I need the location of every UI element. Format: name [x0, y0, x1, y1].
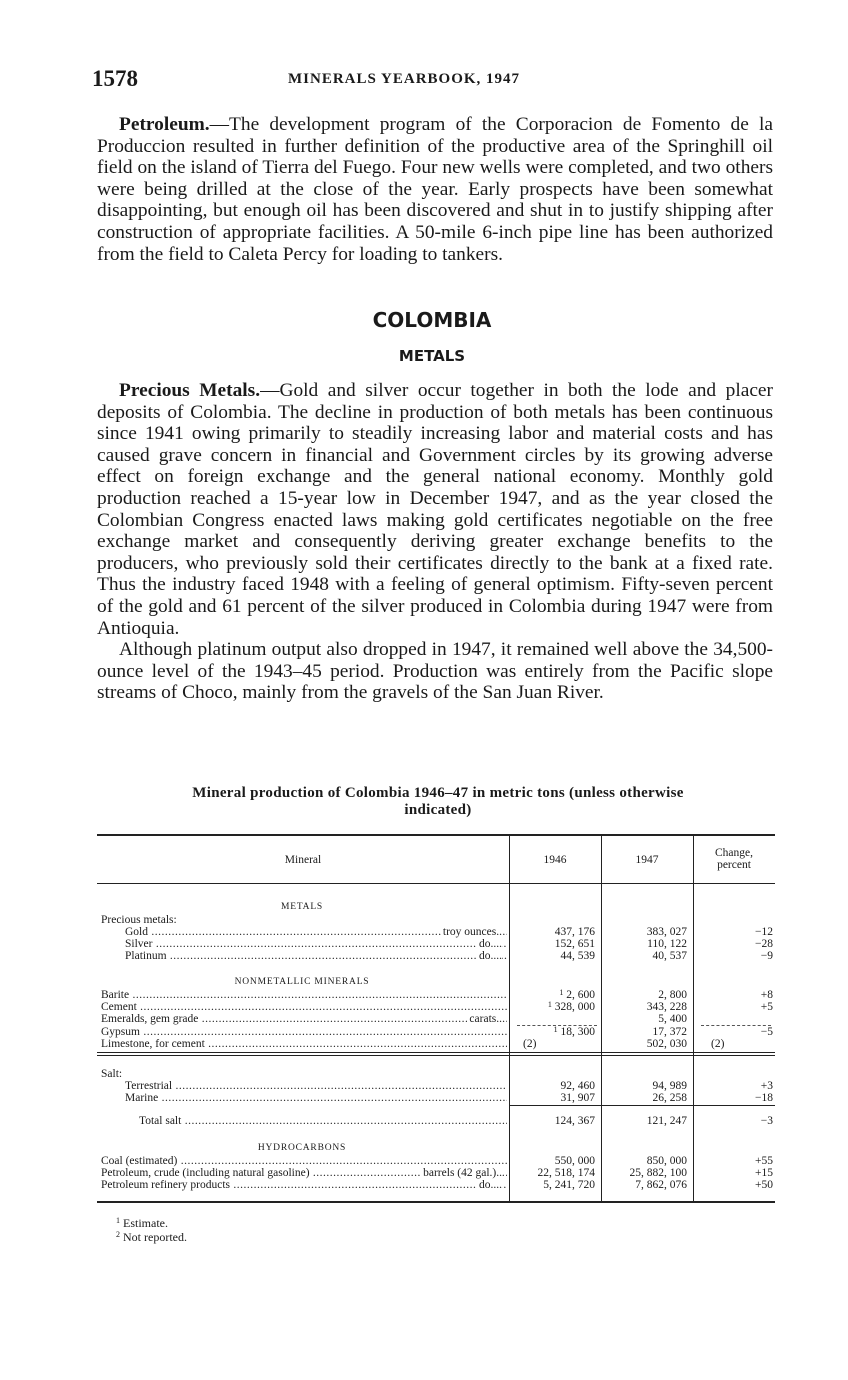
cell-1946: 437, 176	[554, 926, 595, 938]
cell-change: −18	[755, 1092, 773, 1104]
header-change-line1: Change,	[714, 847, 753, 859]
footnote-ref: 1	[559, 988, 564, 997]
cell-change: +5	[760, 1001, 773, 1013]
cell-1947: 40, 537	[652, 950, 687, 962]
table-caption-line1: Mineral production of Colombia 1946–47 in metric tons (unless otherwise	[192, 785, 684, 801]
header-change	[693, 847, 775, 871]
cell-1946: 22, 518, 174	[537, 1167, 595, 1179]
cell-1947: 850, 000	[646, 1155, 687, 1167]
cell-1947: 94, 989	[652, 1080, 687, 1092]
cell-change: +3	[760, 1080, 773, 1092]
cell-1947: 25, 882, 100	[629, 1167, 687, 1179]
header-change-line2: percent	[717, 859, 751, 871]
petroleum-text: —The development program of the Corporacion de Fomento de la Produccion resulted in further definition of the productive area of the Springhill oil field on the island of Tierra del Fuego. Four new wells were completed, and two others were being drilled at the close of the year. Early prospects have been somewhat disappointing, but enough oil has been discovered and shut in to justify shipping after construction of appropriate facilities. A 50-mile 6-inch pipe line has been authorized from the field to Caleta Percy for loading to tankers.	[97, 114, 773, 265]
petroleum-paragraph	[97, 114, 773, 265]
cell-1946: 152, 651	[554, 938, 595, 950]
table-row	[97, 1068, 775, 1080]
cell-change: (2)	[711, 1038, 725, 1050]
table-row	[97, 914, 775, 926]
row-label: Petroleum refinery products .....	[101, 1179, 507, 1191]
section-metals: METALS	[280, 902, 324, 912]
row-label: Limestone, for cement .....	[101, 1038, 507, 1050]
cell-1946	[513, 1026, 595, 1038]
row-label: Total salt .....	[139, 1115, 507, 1127]
row-label: Terrestrial .....	[125, 1080, 507, 1092]
table-row	[97, 1013, 775, 1025]
row-label: Cement .....	[101, 1001, 507, 1013]
cell-1946-value: 2, 600	[566, 989, 595, 1001]
row-label: Precious metals:	[101, 914, 177, 926]
footnote-mark: 2	[116, 1230, 120, 1239]
precious-metals-paragraphs	[97, 380, 773, 704]
cell-1946-value: 328, 000	[554, 1001, 595, 1013]
footnote-text: Not reported.	[123, 1230, 187, 1244]
footnote	[116, 1217, 168, 1230]
cell-1946-value: 18, 300	[560, 1026, 595, 1038]
footnote	[116, 1231, 187, 1244]
cell-1946: 92, 460	[560, 1080, 595, 1092]
row-unit: do....	[479, 938, 502, 950]
footnote-ref: 1	[547, 1000, 552, 1009]
section-hydrocarbons: HYDROCARBONS	[257, 1143, 347, 1153]
row-unit: barrels (42 gal.)..	[423, 1167, 502, 1179]
table-rule	[97, 1052, 775, 1053]
cell-change: −28	[755, 938, 773, 950]
table-row	[97, 1155, 775, 1167]
row-unit: carats..	[469, 1013, 502, 1025]
cell-1946: 44, 539	[560, 950, 595, 962]
cell-1947: 383, 027	[646, 926, 687, 938]
table-row	[97, 926, 775, 938]
petroleum-lead: Petroleum.	[119, 114, 210, 135]
table-row	[97, 1026, 775, 1038]
row-label: Petroleum, crude (including natural gasoline) .....	[101, 1167, 507, 1179]
cell-1947: 502, 030	[646, 1038, 687, 1050]
row-label: Marine .....	[125, 1092, 507, 1104]
table-row	[97, 1167, 775, 1179]
header-mineral: Mineral	[284, 854, 322, 866]
table-row	[97, 938, 775, 950]
table-header-rule	[97, 883, 775, 884]
table-top-rule	[97, 834, 775, 836]
footnote-mark: 1	[116, 1216, 120, 1225]
cell-change: −5	[760, 1026, 773, 1038]
precious-metals-lead: Precious Metals.	[119, 380, 261, 401]
cell-1947: 7, 862, 076	[635, 1179, 687, 1191]
row-label: Platinum .....	[125, 950, 507, 962]
cell-1947: 5, 400	[658, 1013, 687, 1025]
section-nonmetallic: NONMETALLIC MINERALS	[234, 977, 370, 987]
table-rule	[97, 1055, 775, 1056]
cell-1946	[513, 989, 595, 1001]
table-rule	[509, 1105, 775, 1106]
cell-1947: 343, 228	[646, 1001, 687, 1013]
row-label: Gold .....	[125, 926, 507, 938]
table-row	[97, 1080, 775, 1092]
cell-1946	[513, 1001, 595, 1013]
table-caption-line2: indicated)	[404, 802, 472, 818]
row-label: Silver .....	[125, 938, 507, 950]
footnote-text: Estimate.	[123, 1216, 168, 1230]
row-label: Salt:	[101, 1068, 123, 1080]
cell-change: +50	[755, 1179, 773, 1191]
table-row	[97, 1038, 775, 1050]
cell-change: −3	[760, 1115, 773, 1127]
cell-1947: 2, 800	[658, 989, 687, 1001]
precious-metals-text: —Gold and silver occur together in both the lode and placer deposits of Colombia. The decline in production of both metals has been continuous since 1941 owing primarily to steadily increasing labor and material costs and has caused grave concern in financial and Government circles by its growing adverse effect on foreign exchange and the general national economy. Monthly gold production reached a 15-year low in December 1947, and as the year closed the Colombian Congress enacted laws making gold certificates negotiable on the free exchange market and consequently deriving greater exchange benefits to the producers, who previously sold their certificates directly to the bank at a fixed rate. Thus the industry faced 1948 with a feeling of general optimism. Fifty-seven percent of the gold and 61 percent of the silver produced in Colombia during 1947 were from Antioquia.	[97, 380, 773, 639]
page-number: 1578	[92, 66, 138, 91]
cell-1946: 31, 907	[560, 1092, 595, 1104]
header-1946: 1946	[543, 854, 567, 866]
cell-1947: 110, 122	[647, 938, 687, 950]
table-row	[97, 950, 775, 962]
platinum-paragraph: Although platinum output also dropped in 1947, it remained well above the 34,500-ounce level of the 1943–45 period. Production was entirely from the Pacific slope streams of Choco, mainly from the gravels of the San Juan River.	[97, 639, 773, 704]
row-unit: do....	[479, 1179, 502, 1191]
cell-1947: 17, 372	[652, 1026, 687, 1038]
row-label: Emeralds, gem grade .....	[101, 1013, 507, 1025]
table-row	[97, 1092, 775, 1104]
cell-change: −9	[760, 950, 773, 962]
running-title: MINERALS YEARBOOK, 1947	[288, 71, 521, 87]
table-caption	[100, 785, 776, 819]
page-header	[92, 66, 772, 96]
row-label: Coal (estimated) .....	[101, 1155, 507, 1167]
cell-1946: 124, 367	[554, 1115, 595, 1127]
row-unit: do....	[479, 950, 502, 962]
table-row	[97, 1001, 775, 1013]
cell-1946: 5, 241, 720	[543, 1179, 595, 1191]
cell-change: −12	[755, 926, 773, 938]
row-label: Gypsum .....	[101, 1026, 507, 1038]
row-unit: troy ounces..	[442, 926, 502, 938]
footnote-ref: 1	[553, 1025, 558, 1034]
table-bottom-rule	[97, 1201, 775, 1203]
header-1947: 1947	[635, 854, 659, 866]
cell-1946: (2)	[523, 1038, 537, 1050]
cell-change: +15	[755, 1167, 773, 1179]
cell-change: +55	[755, 1155, 773, 1167]
section-title-colombia: COLOMBIA	[372, 308, 492, 332]
table-row	[97, 1115, 775, 1127]
cell-1947: 26, 258	[652, 1092, 687, 1104]
cell-change: +8	[760, 989, 773, 1001]
cell-1946: 550, 000	[554, 1155, 595, 1167]
table-row	[97, 989, 775, 1001]
table-row	[97, 1179, 775, 1191]
subsection-title-metals: METALS	[398, 347, 466, 365]
row-label: Barite .....	[101, 989, 507, 1001]
cell-1947: 121, 247	[646, 1115, 687, 1127]
